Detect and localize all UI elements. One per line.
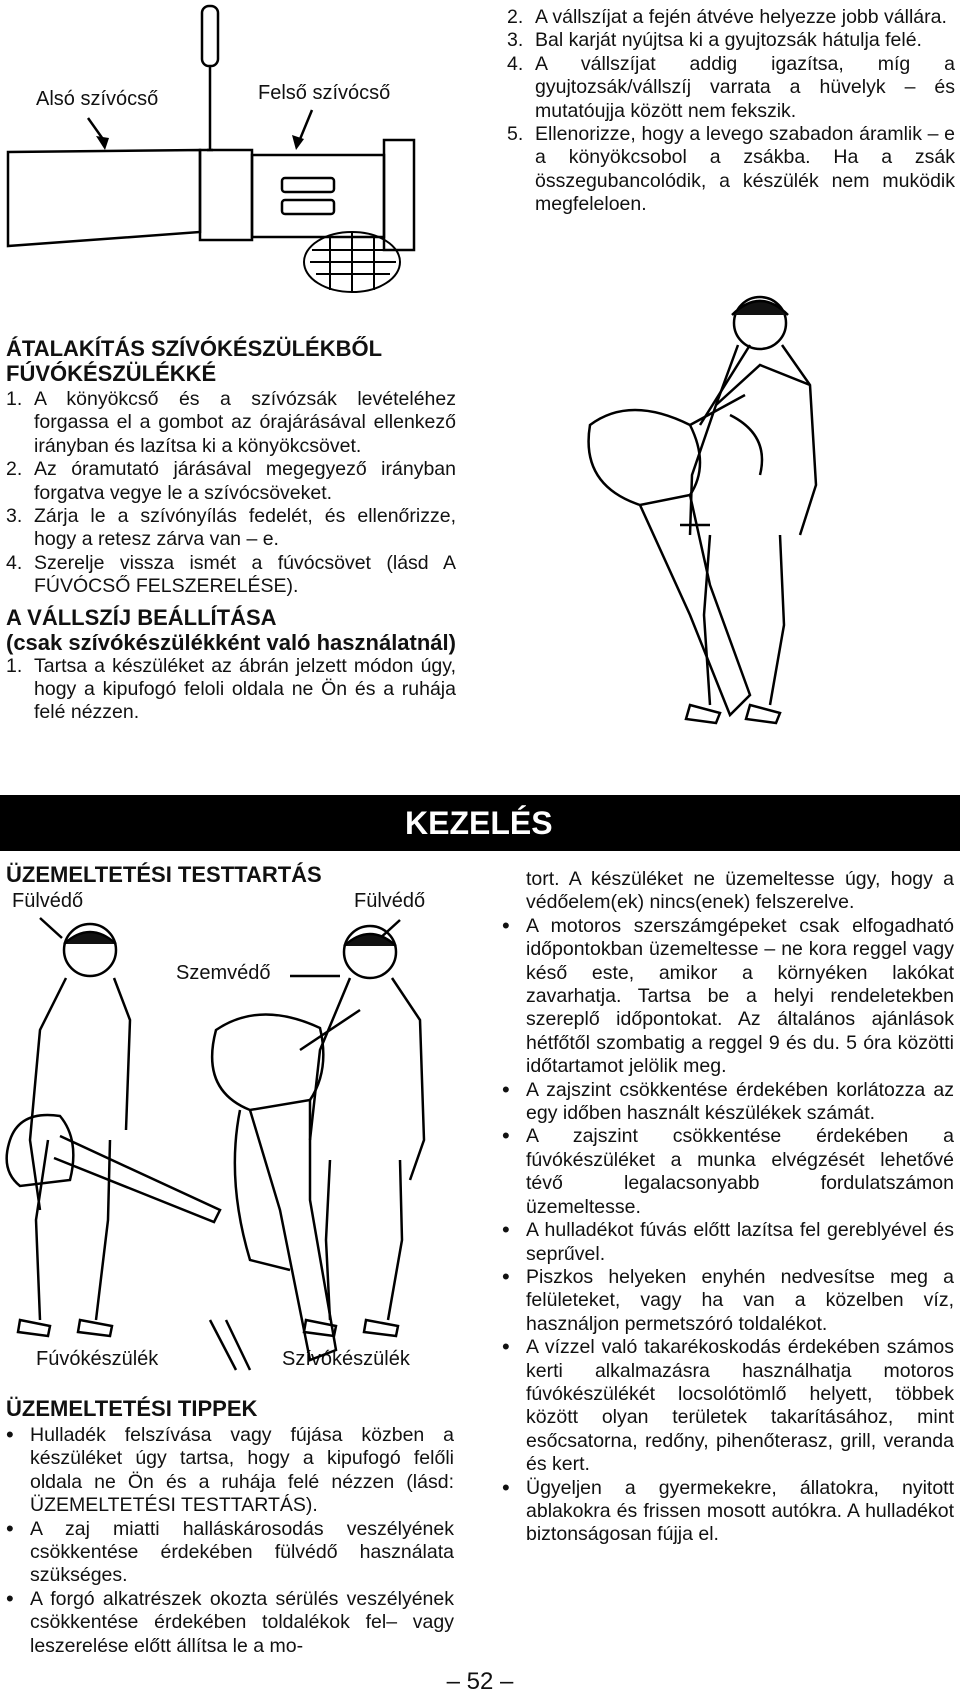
label-eye-protection: Szemvédő xyxy=(176,962,271,984)
section-banner xyxy=(0,795,960,851)
conversion-heading: ÁTALAKÍTÁS SZÍVÓKÉSZÜLÉKBŐL FÚVÓKÉSZÜLÉKKÉ xyxy=(6,336,382,386)
list-item: • A forgó alkatrészek okozta sérülés veszélyének csökkentése érdekében toldalékok fel– vagy leszerelése előtt állítsa le a mo- xyxy=(6,1585,454,1657)
label-upper-tube: Felső szívócső xyxy=(258,82,391,104)
banner-title: KEZELÉS xyxy=(405,805,553,841)
strap-steps-continued xyxy=(507,6,955,217)
label-lower-tube: Alsó szívócső xyxy=(36,88,159,110)
list-item: • Ügyeljen a gyermekekre, állatokra, nyitott ablakokra és frissen mosott autókra. A hulladékot biztonságosan fújja el. xyxy=(502,1474,954,1546)
label-blower: Fúvókészülék xyxy=(36,1348,159,1370)
list-item: • Piszkos helyeken enyhén nedvesítse meg a felületeket, vagy ha van a közelben víz, használjon permetszóró toldalékot. xyxy=(502,1263,954,1335)
label-ear-protection-left: Fülvédő xyxy=(12,890,84,912)
list-item: 3. Zárja le a szívónyílás fedelét, és ellenőrizze, hogy a retesz zárva van – e. xyxy=(6,505,456,551)
list-item: • A zajszint csökkentése érdekében korlátozza az egy időben használt készülékek számát. xyxy=(502,1076,954,1125)
list-item: 1. A könyökcső és a szívózsák levételéhez forgassa el a gombot az órajárásával ellenkező irányban és lazítsa ki a könyökcsövet. xyxy=(6,388,456,457)
tips-right-list xyxy=(502,868,954,1547)
label-vacuum: Szívókészülék xyxy=(282,1348,410,1370)
tips-left-list xyxy=(6,1424,454,1658)
operating-tips-heading: ÜZEMELTETÉSI TIPPEK xyxy=(6,1396,258,1421)
tips-continuation: tort. A készüléket ne üzemeltesse úgy, hogy a védőelem(ek) nincs(enek) felszerelve. xyxy=(526,868,954,914)
label-ear-protection-right: Fülvédő xyxy=(354,890,426,912)
page-number: – 52 – xyxy=(446,1668,514,1695)
list-item: • A zajszint csökkentése érdekében a fúvókészüléket a munka elvégzését lehetővé tévő legalacsonyabb fordulatszámon üzemeltesse. xyxy=(502,1123,954,1218)
operating-position-heading: ÜZEMELTETÉSI TESTTARTÁS xyxy=(6,862,322,887)
list-item: 5. Ellenorizze, hogy a levego szabadon áramlik – e a könyökcsobol a zsákba. Ha a zsák összegubancolódik, a készülék nem muködik megfeleloen. xyxy=(507,123,955,216)
list-item: • A zaj miatti halláskárosodás veszélyének csökkentése érdekében fülvédő használata szükséges. xyxy=(6,1515,454,1587)
operating-position-illustration xyxy=(0,880,470,1380)
list-item: • A motoros szerszámgépeket csak elfogadható időpontokban üzemeltesse – ne kora reggel vagy késő este, amikor a környéken lakókat zavarhatja. Tartsa be a helyi rendeletekben szereplő időpontokat. Az általános ajánlások hétfőtől szombatig a reggel 9 és du. 5 óra közötti időtartamot jelölik meg. xyxy=(502,912,954,1078)
list-item: 1. Tartsa a készüléket az ábrán jelzett módon úgy, hogy a kipufogó feloli oldala ne Ön és a ruhája felé nézzen. xyxy=(6,654,456,724)
conversion-section xyxy=(6,336,456,725)
list-item: 4. Szerelje vissza ismét a fúvócsövet (lásd A FÚVÓCSŐ FELSZERELÉSE). xyxy=(6,551,456,598)
list-item: • Hulladék felszívása vagy fújása közben a készüléket úgy tartsa, hogy a kipufogó felőli oldala ne Ön és a ruhája felé nézzen (lásd: ÜZEMELTETÉSI TESTTARTÁS). xyxy=(6,1422,454,1517)
suction-tubes-illustration xyxy=(0,0,420,300)
list-item: 2. Az óramutató járásával megegyező irányban forgatva vegye le a szívócsöveket. xyxy=(6,458,456,504)
list-item: • A hulladékot fúvás előtt lazítsa fel gereblyével és seprűvel. xyxy=(502,1217,954,1265)
vacuum-operator-illustration xyxy=(620,285,860,745)
list-item: 3. Bal karját nyújtsa ki a gyujtozsák hátulja felé. xyxy=(507,29,922,52)
list-item: • A vízzel való takarékoskodás érdekében számos kerti alkalmazásra használhatja motoros fúvókészülékét locsolótömlő helyett, többek között olyan területek takarításához, mint esőcsatorna, redőny, pihenőterasz, grill, veranda és kert. xyxy=(502,1334,954,1476)
list-item: 2. A vállszíjat a fején átvéve helyezze jobb vállára. xyxy=(507,6,947,28)
list-item: 4. A vállszíjat addig igazítsa, míg a gyujtozsák/vállszíj varrata a hüvelyk – és mutatóujja között nem fekszik. xyxy=(507,52,955,122)
strap-heading: A VÁLLSZÍJ BEÁLLÍTÁSA (csak szívókészülékként való használatnál) xyxy=(6,604,456,655)
